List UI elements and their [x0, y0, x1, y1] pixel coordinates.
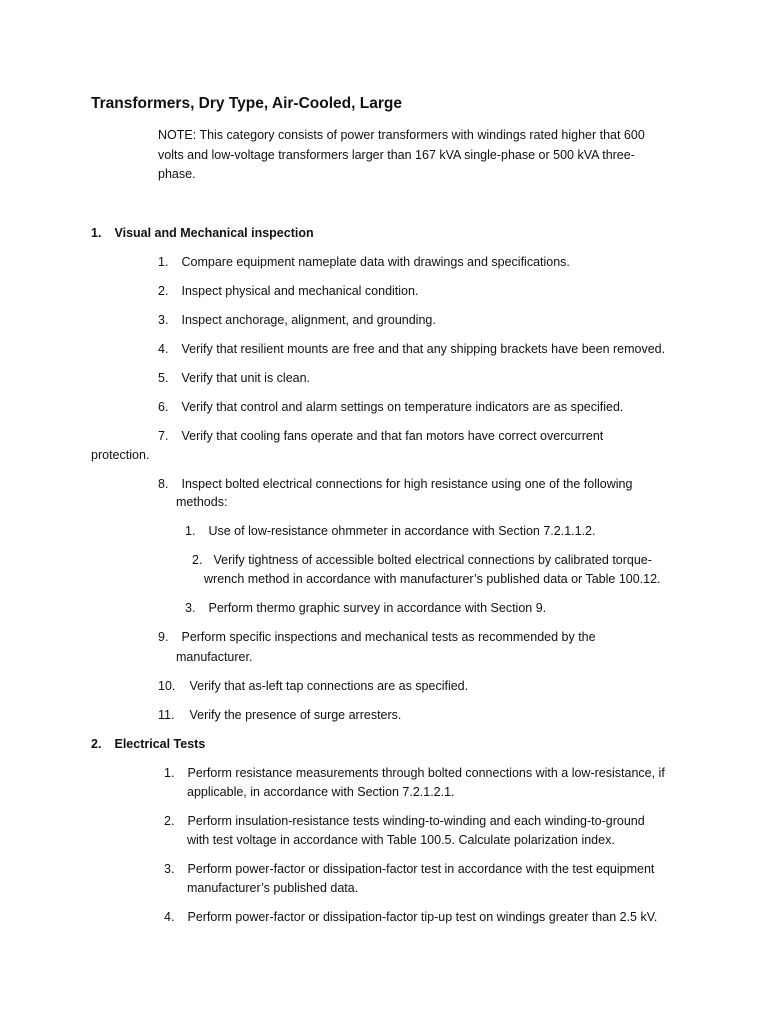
list-item: 10. Verify that as-left tap connections are as specified.: [158, 679, 469, 693]
list-item-continuation: methods:: [176, 495, 228, 509]
section-number: 1.: [91, 226, 102, 240]
sub-list-item-continuation: wrench method in accordance with manufacturer’s published data or Table 100.12.: [204, 572, 661, 586]
list-item: 2. Inspect physical and mechanical condition.: [158, 284, 419, 298]
category-note: NOTE: This category consists of power transformers with windings rated higher that 600 volts and low-voltage transformers larger than 167 kVA single-phase or 500 kVA three-phase.: [158, 128, 645, 181]
sub-list-item: 1. Use of low-resistance ohmmeter in accordance with Section 7.2.1.1.2.: [185, 524, 596, 538]
list-item: 9. Perform specific inspections and mechanical tests as recommended by the: [158, 630, 596, 644]
list-item-continuation: manufacturer.: [176, 650, 253, 664]
list-item: 11. Verify the presence of surge arresters.: [158, 708, 402, 722]
list-item: 4. Perform power-factor or dissipation-factor tip-up test on windings greater than 2.5 kV.: [164, 910, 658, 924]
list-item: 1. Perform resistance measurements through bolted connections with a low-resistance, if: [164, 766, 665, 780]
list-item: 8. Inspect bolted electrical connections for high resistance using one of the following: [158, 477, 633, 491]
list-item: 6. Verify that control and alarm settings on temperature indicators are as specified.: [158, 400, 624, 414]
sub-list-item: 3. Perform thermo graphic survey in accordance with Section 9.: [185, 601, 547, 615]
list-item: 2. Perform insulation-resistance tests winding-to-winding and each winding-to-ground: [164, 814, 645, 828]
list-item: 5. Verify that unit is clean.: [158, 371, 311, 385]
section-title: Electrical Tests: [114, 737, 206, 751]
sub-list-item: 2. Verify tightness of accessible bolted electrical connections by calibrated torque-: [192, 553, 652, 567]
list-item: 4. Verify that resilient mounts are free and that any shipping brackets have been removed.: [158, 342, 666, 356]
page-title: Transformers, Dry Type, Air-Cooled, Large: [91, 95, 402, 112]
list-item: 1. Compare equipment nameplate data with drawings and specifications.: [158, 255, 570, 269]
list-item: 3. Inspect anchorage, alignment, and grounding.: [158, 313, 436, 327]
section-title: Visual and Mechanical inspection: [114, 226, 314, 240]
section-1-heading: [91, 225, 314, 241]
list-item: 3. Perform power-factor or dissipation-factor test in accordance with the test equipment: [164, 862, 655, 876]
list-item-continuation: applicable, in accordance with Section 7.2.1.2.1.: [187, 785, 455, 799]
list-item-continuation: protection.: [91, 448, 150, 462]
section-2-heading: [91, 736, 205, 752]
list-item: 7. Verify that cooling fans operate and that fan motors have correct overcurrent: [158, 429, 604, 443]
section-number: 2.: [91, 737, 102, 751]
list-item-continuation: with test voltage in accordance with Table 100.5. Calculate polarization index.: [187, 833, 615, 847]
list-item-continuation: manufacturer’s published data.: [187, 881, 359, 895]
